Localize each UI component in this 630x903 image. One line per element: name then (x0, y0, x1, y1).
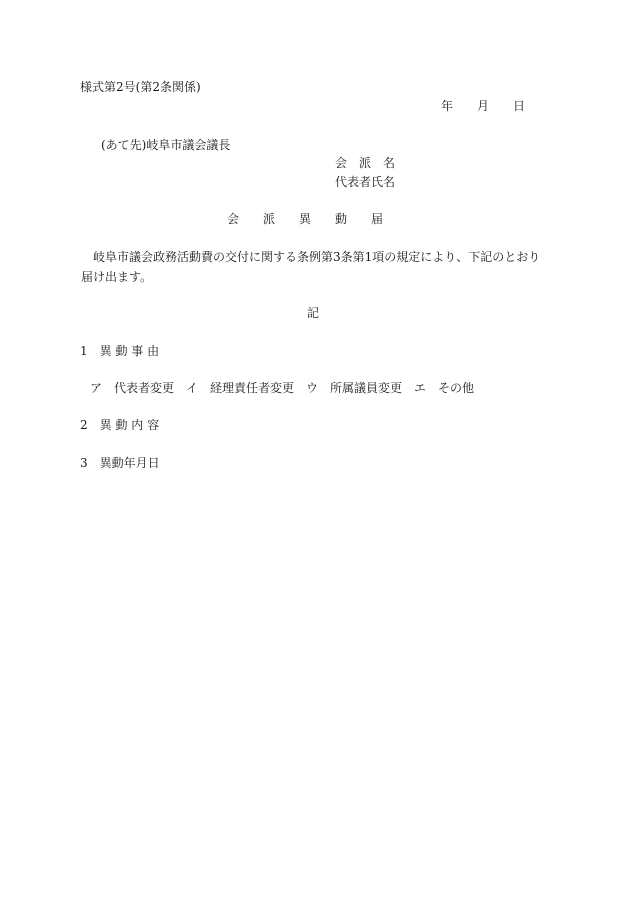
form-number: 様式第2号(第2条関係) (80, 80, 201, 94)
item-1-label: 1 異 動 事 由 (80, 344, 160, 358)
addressee: (あて先)岐阜市議会議長 (101, 138, 231, 152)
document-title: 会 派 異 動 届 (227, 212, 384, 226)
item-1-options: ア 代表者変更 イ 経理責任者変更 ウ 所属議員変更 エ その他 (90, 381, 475, 395)
body-text: 岐阜市議会政務活動費の交付に関する条例第3条第1項の規定により、下記のとおり届け出ます。 (81, 250, 541, 284)
faction-name-label: 会 派 名 (335, 156, 396, 170)
item-2-label: 2 異 動 内 容 (80, 418, 160, 432)
item-3-label: 3 異動年月日 (80, 456, 160, 470)
notation-ki: 記 (307, 306, 320, 320)
date-line: 年 月 日 (441, 99, 526, 113)
representative-name-label: 代表者氏名 (335, 175, 396, 189)
